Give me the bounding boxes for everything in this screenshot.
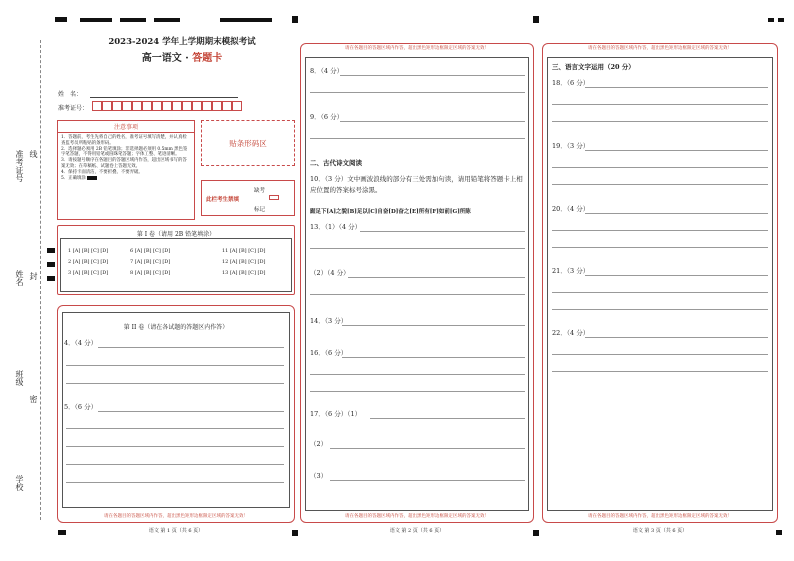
footer-page-3: 语文 第 3 页（共 6 页） (632, 528, 688, 534)
absent-text: 缺考 (254, 188, 266, 194)
name-label: 姓 名： (58, 91, 83, 98)
name-field-line[interactable] (90, 97, 238, 98)
answer-line[interactable] (342, 325, 525, 326)
filled-mark-example (87, 176, 97, 180)
choice-3[interactable]: 3 [A] [B] [C] [D] (68, 270, 109, 276)
answer-line[interactable] (66, 365, 284, 366)
answer-line[interactable] (66, 464, 284, 465)
timing-mark (778, 18, 784, 22)
side-mark (47, 248, 55, 253)
answer-line[interactable] (342, 357, 525, 358)
answer-line[interactable] (310, 391, 525, 392)
col3-inner (547, 57, 773, 511)
part2-title: 第 II 卷（请在各试题的答题区内作答） (123, 324, 229, 331)
q14-label: 14．（3 分） (310, 317, 348, 325)
side-label-name: 姓名 (15, 270, 24, 286)
exam-subject (82, 49, 282, 64)
choice-12[interactable]: 12 [A] [B] [C] [D] (222, 259, 266, 265)
warning-text-1: 请在各题目的答题区域内作答，超出黑色矩形边框限定区域的答案无效！ (104, 514, 248, 519)
subject-plain: 高一语文 · (141, 53, 193, 64)
timing-mark (768, 18, 774, 22)
absent-label: 此栏考生禁填 (206, 197, 240, 203)
timing-mark (220, 18, 272, 22)
side-label-class: 班级 (15, 370, 24, 386)
answer-line[interactable] (66, 482, 284, 483)
q5-label: 5．（6 分） (64, 403, 98, 411)
mark-text: 标记 (254, 207, 266, 213)
q8-label: 8．（4 分） (310, 67, 344, 75)
q10-text: 10．（3 分）文中画波浪线的部分有三处需加句读，请用铅笔将答题卡上相应位置的答案标号涂黑。 (310, 175, 523, 194)
side-label-line: 线 (29, 150, 38, 158)
footer-page-1: 语文 第 1 页（共 6 页） (148, 528, 204, 534)
exam-id-label: 准考证号： (58, 105, 89, 112)
answer-line[interactable] (330, 448, 525, 449)
barcode-label: 贴条形码区 (229, 138, 267, 148)
notice-item-1: 1．答题前，考生先将自己的姓名，准考证号填写清楚，并认真检查监考员所粘贴的条形码。 (61, 135, 187, 146)
answer-line[interactable] (552, 230, 768, 231)
footer-page-2: 语文 第 2 页（共 6 页） (389, 528, 445, 534)
q16-label: 16．（6 分） (310, 349, 348, 357)
q17-3-label: （3） (310, 472, 328, 480)
answer-line[interactable] (585, 87, 768, 88)
answer-line[interactable] (370, 418, 525, 419)
notice-item-3: 3．请按题号顺序在各题目的答题区域内作答，超出区域书写的答案无效；在草稿纸、试题卷上答题无效。 (61, 158, 187, 169)
choice-1[interactable]: 1 [A] [B] [C] [D] (68, 248, 109, 254)
exam-title: 2023-2024 学年上学期期末模拟考试 (108, 37, 256, 47)
side-mark (47, 262, 55, 267)
choice-11[interactable]: 11 [A] [B] [C] [D] (222, 248, 266, 254)
answer-line[interactable] (310, 248, 525, 249)
q20-label: 20．（4 分） (552, 205, 590, 213)
answer-line[interactable] (98, 411, 284, 412)
answer-line[interactable] (310, 138, 525, 139)
answer-line[interactable] (340, 121, 525, 122)
answer-line[interactable] (310, 294, 525, 295)
answer-line[interactable] (98, 347, 284, 348)
warning-text-2: 请在各题目的答题区域内作答，超出黑色矩形边框限定区域的答案无效！ (345, 46, 489, 51)
timing-mark (292, 16, 298, 23)
q17-2-label: （2） (310, 440, 328, 448)
binding-line (40, 40, 41, 520)
timing-mark (533, 16, 539, 23)
notice-item-4: 4．保持卡面清洁，不要折叠、不要弄破。 (61, 169, 143, 175)
absent-box (201, 180, 295, 216)
notice-title: 注意事项 (58, 121, 194, 133)
part1-inner (60, 238, 292, 292)
side-label-seal: 封 (29, 272, 38, 280)
notice-item-2: 2．选择题必须用 2B 铅笔填涂；非选择题必须用 0.5mm 黑色签字笔答题，不得用铅笔或圆珠笔答题；字体工整、笔迹清晰。 (61, 146, 188, 158)
subject-red: 答题卡 (192, 53, 223, 64)
section2-title: 二、古代诗文阅读 (310, 159, 362, 167)
answer-line[interactable] (330, 480, 525, 481)
answer-line[interactable] (585, 213, 768, 214)
side-mark (47, 276, 55, 281)
side-label-school: 学校 (15, 475, 24, 491)
part1-title: 第 I 卷（请用 2B 铅笔填涂） (136, 231, 216, 238)
answer-line[interactable] (66, 428, 284, 429)
col2-inner (305, 57, 529, 511)
answer-line[interactable] (585, 275, 768, 276)
q4-label: 4．（4 分） (64, 339, 98, 347)
choice-7[interactable]: 7 [A] [B] [C] [D] (130, 259, 171, 265)
answer-line[interactable] (585, 337, 768, 338)
answer-line[interactable] (66, 383, 284, 384)
q21-label: 21．（3 分） (552, 267, 590, 275)
side-label-secret: 密 (29, 395, 38, 403)
section3-title: 三、语言文字运用（20 分） (552, 63, 635, 71)
q18-label: 18．（6 分） (552, 79, 590, 87)
answer-line[interactable] (552, 104, 768, 105)
timing-mark (55, 17, 67, 22)
answer-line[interactable] (552, 184, 768, 185)
warning-text-4: 请在各题目的答题区域内作答，超出黑色矩形边框限定区域的答案无效！ (588, 46, 732, 51)
q9-label: 9．（6 分） (310, 113, 344, 121)
choice-2[interactable]: 2 [A] [B] [C] [D] (68, 259, 109, 265)
answer-line[interactable] (66, 446, 284, 447)
timing-mark (120, 18, 146, 22)
answer-line[interactable] (552, 292, 768, 293)
notice-item-5: 5．正确填涂 (61, 176, 191, 182)
q13-1-label: 13．（1）（4 分） (310, 223, 362, 231)
answer-line[interactable] (552, 167, 768, 168)
answer-line[interactable] (552, 121, 768, 122)
side-label-exam-id: 准考证号 (15, 150, 24, 182)
warning-text-3: 请在各题目的答题区域内作答，超出黑色矩形边框限定区域的答案无效！ (345, 514, 489, 519)
choice-8[interactable]: 8 [A] [B] [C] [D] (130, 270, 171, 276)
answer-line[interactable] (340, 75, 525, 76)
answer-line[interactable] (360, 231, 525, 232)
q17-label: 17．（6 分）（1） (310, 410, 362, 418)
answer-line[interactable] (585, 150, 768, 151)
q22-label: 22．（4 分） (552, 329, 590, 337)
barcode-area (201, 120, 295, 166)
exam-id-boxes[interactable] (92, 101, 242, 111)
answer-line[interactable] (310, 374, 525, 375)
q10-options[interactable]: 踞足下[A]之貌[B]足以[C]自奋[D]奋之[E]所有[F]如前[G]所陈 (310, 209, 471, 215)
warning-text-5: 请在各题目的答题区域内作答，超出黑色矩形边框限定区域的答案无效！ (588, 514, 732, 519)
q19-label: 19．（3 分） (552, 142, 590, 150)
answer-line[interactable] (348, 277, 525, 278)
timing-mark (154, 18, 180, 22)
answer-line[interactable] (552, 354, 768, 355)
answer-line[interactable] (552, 309, 768, 310)
absent-checkbox[interactable] (269, 195, 279, 200)
answer-line[interactable] (552, 371, 768, 372)
notice-box (57, 120, 195, 220)
timing-mark (80, 18, 112, 22)
choice-6[interactable]: 6 [A] [B] [C] [D] (130, 248, 171, 254)
choice-13[interactable]: 13 [A] [B] [C] [D] (222, 270, 266, 276)
q13-2-label: （2）（4 分） (310, 269, 350, 277)
answer-line[interactable] (310, 92, 525, 93)
answer-line[interactable] (552, 247, 768, 248)
